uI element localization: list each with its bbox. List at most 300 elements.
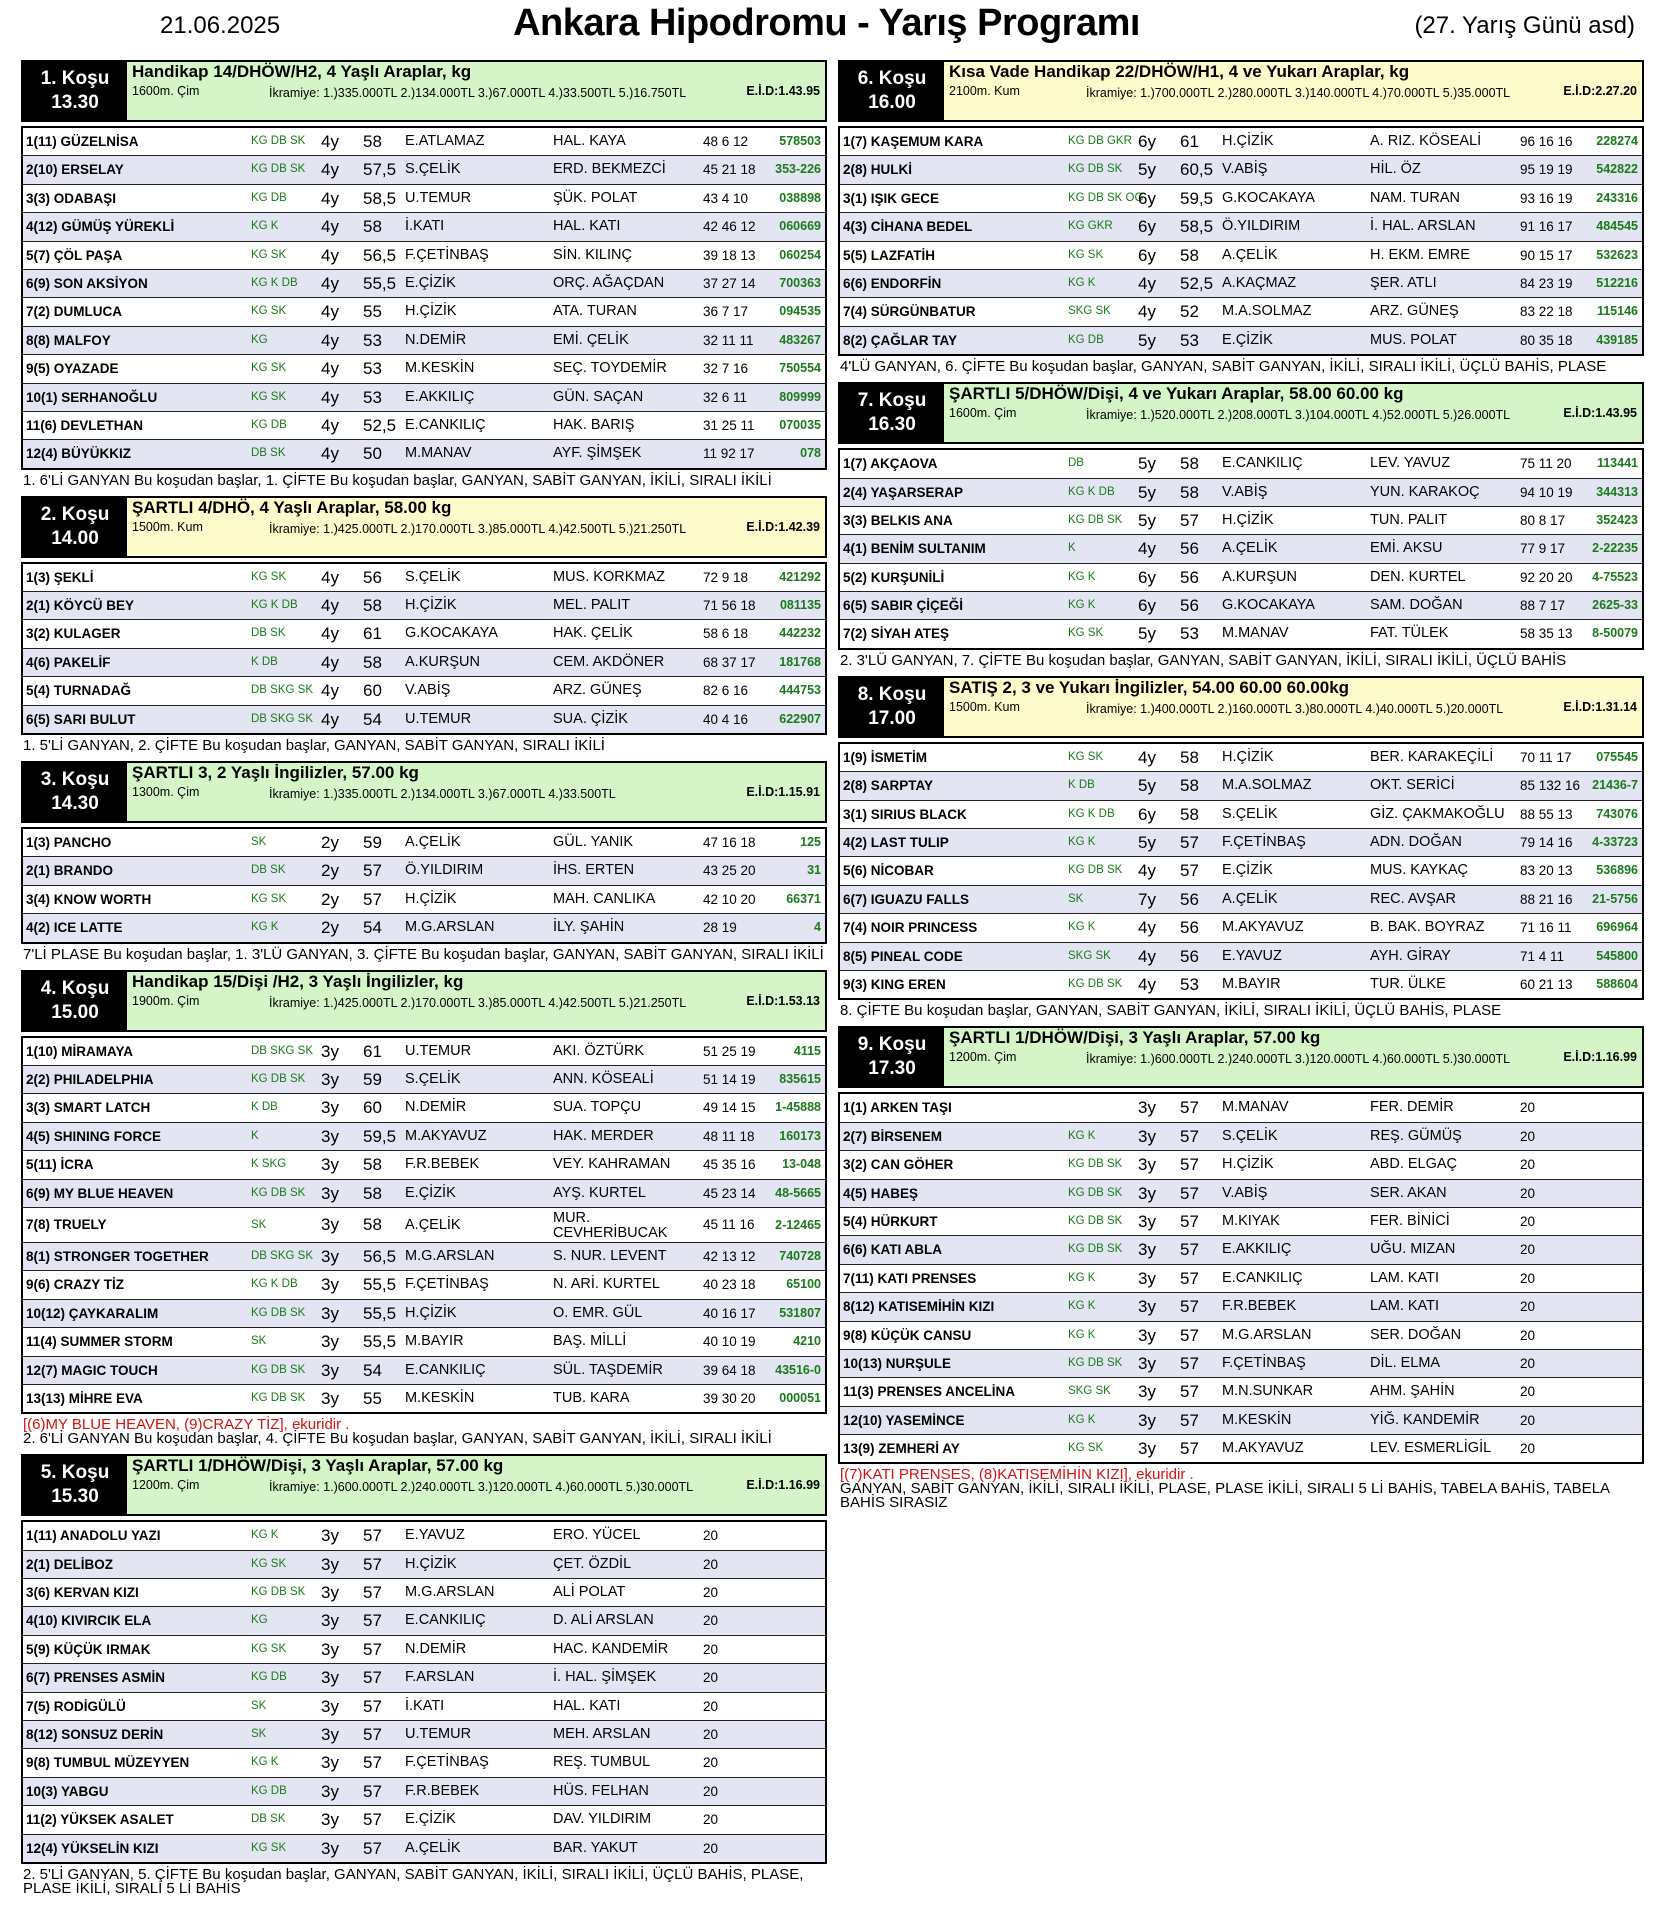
horse-trainer: AYF. ŞİMŞEK <box>553 445 642 462</box>
horse-jockey: M.AKYAVUZ <box>1222 1440 1304 1457</box>
horse-weight: 57 <box>363 1838 382 1858</box>
race-notes <box>21 944 827 962</box>
horse-age: 6y <box>1138 245 1156 265</box>
horse-name: 8(8) MALFOY <box>26 332 111 348</box>
horse-handicap: 353-226 <box>775 162 821 177</box>
horse-trainer: ADN. DOĞAN <box>1370 834 1462 851</box>
horse-stats: 40 16 17 <box>703 1305 756 1321</box>
horse-age: 4y <box>1138 861 1156 881</box>
race-prize: İkramiye: 1.)600.000TL 2.)240.000TL 3.)120.000TL 4.)60.000TL 5.)30.000TL <box>1086 1052 1511 1067</box>
race-distance: 1200m. Çim <box>132 1478 200 1493</box>
horse-name: 3(2) KULAGER <box>26 626 121 642</box>
race-bet-note: 1. 6'Lİ GANYAN Bu koşudan başlar, 1. ÇİFTE Bu koşudan başlar, GANYAN, SABİT GANYAN, İKİLİ, SIRALI İKİLİ <box>23 471 772 489</box>
horse-name: 13(13) MİHRE EVA <box>26 1390 143 1406</box>
horse-handicap: 115146 <box>1596 304 1638 319</box>
horse-age: 5y <box>1138 624 1156 644</box>
horse-table <box>838 1092 1644 1464</box>
horse-trainer: İLY. ŞAHİN <box>553 919 625 936</box>
horse-stats: 20 <box>1520 1242 1536 1258</box>
horse-weight: 57 <box>1180 1297 1199 1317</box>
horse-trainer: HAL. KAYA <box>553 133 626 149</box>
horse-stats: 20 <box>703 1698 719 1714</box>
horse-name: 2(10) ERSELAY <box>26 162 124 178</box>
race-bet-note: 2. 3'LÜ GANYAN, 7. ÇİFTE Bu koşudan başlar, GANYAN, SABİT GANYAN, İKİLİ, SIRALI İKİLİ, ÜÇLÜ BAHİS <box>840 651 1567 669</box>
horse-name: 1(11) ANADOLU YAZI <box>26 1528 161 1544</box>
horse-name: 12(4) YÜKSELİN KIZI <box>26 1840 159 1856</box>
horse-trainer: REŞ. GÜMÜŞ <box>1370 1127 1462 1144</box>
race-name: ŞARTLI 3, 2 Yaşlı İngilizler, 57.00 kg <box>132 763 419 783</box>
horse-age: 3y <box>1138 1268 1156 1288</box>
horse-trainer: HAL. KATI <box>553 218 621 235</box>
horse-equipment: KG SK <box>1068 750 1104 763</box>
horse-table <box>21 1520 827 1864</box>
race-header <box>21 970 827 1032</box>
horse-handicap: 439185 <box>1596 332 1638 347</box>
horse-trainer: HÜS. FELHAN <box>553 1782 649 1799</box>
page-title: Ankara Hipodromu - Yarış Programı <box>513 2 1140 44</box>
horse-weight: 58 <box>363 596 382 616</box>
horse-name: 1(1) ARKEN TAŞI <box>843 1100 952 1116</box>
horse-name: 6(6) KATI ABLA <box>843 1242 942 1258</box>
race-info <box>127 498 825 556</box>
horse-weight: 58 <box>363 652 382 672</box>
horse-age: 4y <box>1138 302 1156 322</box>
horse-row <box>23 856 825 884</box>
horse-name: 4(3) CİHANA BEDEL <box>843 219 973 235</box>
horse-name: 9(5) OYAZADE <box>26 361 119 377</box>
horse-name: 8(1) STRONGER TOGETHER <box>26 1248 209 1264</box>
horse-name: 7(2) DUMLUCA <box>26 304 122 320</box>
horse-trainer: MAH. CANLIKA <box>553 890 656 907</box>
horse-jockey: M.AKYAVUZ <box>405 1127 487 1144</box>
horse-name: 1(11) GÜZELNİSA <box>26 134 139 149</box>
horse-equipment: K <box>251 1129 259 1142</box>
horse-weight: 56 <box>1180 889 1199 909</box>
horse-row <box>23 326 825 354</box>
horse-equipment: K <box>1068 542 1076 555</box>
horse-name: 1(9) İSMETİM <box>843 749 928 765</box>
horse-age: 3y <box>321 1360 339 1380</box>
horse-age: 2y <box>321 861 339 881</box>
horse-age: 3y <box>321 1214 339 1234</box>
horse-weight: 53 <box>1180 330 1199 350</box>
horse-trainer: CEM. AKDÖNER <box>553 653 665 670</box>
horse-row <box>23 1150 825 1178</box>
horse-name: 12(7) MAGIC TOUCH <box>26 1362 158 1378</box>
horse-stats: 71 16 11 <box>1520 920 1572 936</box>
horse-age: 3y <box>321 1388 339 1408</box>
horse-weight: 59,5 <box>1180 188 1214 208</box>
program-date: 21.06.2025 <box>160 12 281 39</box>
horse-handicap: 542822 <box>1596 162 1638 177</box>
horse-stats: 37 27 14 <box>703 275 756 291</box>
horse-row <box>23 1065 825 1093</box>
right-column <box>838 60 1644 1518</box>
horse-name: 5(9) KÜÇÜK IRMAK <box>26 1641 151 1657</box>
horse-age: 5y <box>1138 482 1156 502</box>
horse-trainer: MUS. KAYKAÇ <box>1370 862 1469 879</box>
horse-row <box>840 563 1642 591</box>
race-info <box>127 1456 825 1514</box>
horse-handicap: 750554 <box>779 361 821 376</box>
horse-name: 12(10) YASEMİNCE <box>843 1412 965 1428</box>
horse-weight: 52,5 <box>363 415 397 435</box>
horse-name: 3(1) IŞIK GECE <box>843 190 940 206</box>
race-label <box>840 384 944 442</box>
race-label <box>840 678 944 736</box>
horse-equipment: K DB <box>251 1101 278 1114</box>
horse-row <box>23 1207 825 1242</box>
horse-table <box>838 448 1644 650</box>
horse-row <box>840 1349 1642 1377</box>
horse-age: 4y <box>1138 747 1156 767</box>
horse-age: 4y <box>321 160 339 180</box>
horse-name: 5(6) NİCOBAR <box>843 863 934 879</box>
horse-weight: 58 <box>363 217 382 237</box>
horse-handicap: 4-33723 <box>1592 835 1638 850</box>
race-bet-note: 4'LÜ GANYAN, 6. ÇİFTE Bu koşudan başlar, GANYAN, SABİT GANYAN, İKİLİ, SIRALI İKİLİ, ÜÇLÜ BAHİS, PLASE <box>840 358 1607 376</box>
race-label <box>23 498 127 556</box>
horse-age: 5y <box>1138 330 1156 350</box>
horse-name: 5(4) TURNADAĞ <box>26 683 132 699</box>
horse-equipment: KG DB SK <box>251 1306 306 1319</box>
horse-age: 3y <box>1138 1325 1156 1345</box>
horse-name: 2(1) BRANDO <box>26 863 114 879</box>
horse-age: 3y <box>1138 1126 1156 1146</box>
horse-stats: 93 16 19 <box>1520 190 1573 206</box>
horse-stats: 40 23 18 <box>703 1277 756 1293</box>
horse-trainer: DİL. ELMA <box>1370 1354 1441 1371</box>
horse-name: 2(1) DELİBOZ <box>26 1556 114 1572</box>
horse-jockey: F.ÇETİNBAŞ <box>405 1754 489 1771</box>
horse-weight: 58,5 <box>363 188 397 208</box>
horse-name: 13(9) ZEMHERİ AY <box>843 1441 960 1457</box>
horse-equipment: DB SKG SK <box>251 1249 313 1262</box>
horse-stats: 45 23 14 <box>703 1185 756 1201</box>
horse-jockey: U.TEMUR <box>405 1726 472 1743</box>
horse-weight: 58 <box>363 1155 382 1175</box>
horse-jockey: A.ÇELİK <box>405 834 461 851</box>
horse-age: 4y <box>321 359 339 379</box>
horse-trainer: AYH. GİRAY <box>1370 947 1451 964</box>
race-card <box>838 60 1644 374</box>
race-bet-note: 2. 6'Lİ GANYAN Bu koşudan başlar, 4. ÇİFTE Bu koşudan başlar, GANYAN, SABİT GANYAN, İKİLİ, SIRALI İKİLİ <box>23 1430 772 1448</box>
horse-trainer: HAL. KATI <box>553 1697 621 1714</box>
horse-trainer: ANN. KÖSEALİ <box>553 1070 654 1087</box>
horse-age: 4y <box>321 302 339 322</box>
horse-handicap: 48-5665 <box>775 1185 821 1200</box>
horse-row <box>840 1207 1642 1235</box>
horse-name: 12(4) BÜYÜKKIZ <box>26 446 132 462</box>
horse-equipment: DB SK <box>251 627 286 640</box>
horse-handicap: 545800 <box>1596 948 1638 963</box>
horse-weight: 53 <box>363 387 382 407</box>
horse-stats: 32 7 16 <box>703 361 749 377</box>
race-notes <box>21 1864 827 1896</box>
horse-row <box>840 326 1642 354</box>
horse-trainer: HİL. ÖZ <box>1370 161 1421 178</box>
horse-stats: 77 9 17 <box>1520 541 1566 557</box>
horse-weight: 57 <box>363 1696 382 1716</box>
horse-row <box>23 1270 825 1298</box>
horse-name: 7(4) SÜRGÜNBATUR <box>843 304 976 320</box>
horse-jockey: M.MANAV <box>1222 625 1289 642</box>
horse-name: 1(7) AKÇAOVA <box>843 456 938 472</box>
race-record: E.İ.D:2.27.20 <box>1563 84 1637 98</box>
horse-name: 2(4) YAŞARSERAP <box>843 484 964 500</box>
horse-row <box>23 184 825 212</box>
horse-trainer: GÜL. YANIK <box>553 834 634 851</box>
horse-handicap: 835615 <box>779 1071 821 1086</box>
horse-weight: 58,5 <box>1180 217 1214 237</box>
race-header <box>21 1454 827 1516</box>
horse-name: 9(8) TUMBUL MÜZEYYEN <box>26 1755 190 1771</box>
race-card <box>21 970 827 1447</box>
horse-name: 6(7) PRENSES ASMİN <box>26 1670 166 1686</box>
race-name: Handikap 14/DHÖW/H2, 4 Yaşlı Araplar, kg <box>132 62 472 81</box>
horse-jockey: S.ÇELİK <box>1222 805 1278 822</box>
horse-stats: 20 <box>1520 1270 1536 1286</box>
horse-handicap: 700363 <box>779 275 821 290</box>
horse-equipment: KG DB SK <box>1068 163 1123 176</box>
horse-equipment: KG DB GKR <box>1068 135 1132 147</box>
horse-row <box>23 126 825 155</box>
horse-row <box>23 1720 825 1748</box>
horse-name: 3(1) SIRIUS BLACK <box>843 806 967 822</box>
horse-jockey: A.ÇELİK <box>405 1839 461 1856</box>
horse-weight: 60 <box>363 681 382 701</box>
horse-jockey: M.A.SOLMAZ <box>1222 777 1312 794</box>
horse-weight: 57 <box>1180 1410 1199 1430</box>
horse-age: 6y <box>1138 132 1156 151</box>
horse-weight: 55,5 <box>363 1303 397 1323</box>
horse-jockey: F.ÇETİNBAŞ <box>405 1276 489 1293</box>
horse-stats: 45 21 18 <box>703 162 756 178</box>
horse-stats: 20 <box>1520 1355 1536 1371</box>
race-card <box>21 1454 827 1896</box>
horse-jockey: A.ÇELİK <box>1222 246 1278 263</box>
horse-row <box>840 1434 1642 1462</box>
horse-jockey: M.MANAV <box>1222 1099 1289 1116</box>
horse-jockey: A.ÇELİK <box>1222 540 1278 557</box>
horse-stats: 71 4 11 <box>1520 948 1565 964</box>
race-notes <box>838 356 1644 374</box>
horse-jockey: S.ÇELİK <box>405 1070 461 1087</box>
horse-age: 3y <box>321 1753 339 1773</box>
horse-row <box>23 885 825 913</box>
race-card <box>21 761 827 962</box>
horse-age: 3y <box>1138 1439 1156 1459</box>
race-notes <box>838 1000 1644 1018</box>
horse-age: 6y <box>1138 217 1156 237</box>
horse-age: 3y <box>321 1838 339 1858</box>
horse-name: 4(2) ICE LATTE <box>26 920 123 936</box>
horse-name: 5(2) KURŞUNİLİ <box>843 569 945 585</box>
horse-handicap: 2-12465 <box>775 1217 821 1232</box>
horse-trainer: SER. AKAN <box>1370 1184 1447 1201</box>
horse-age: 4y <box>1138 946 1156 966</box>
horse-row <box>840 184 1642 212</box>
race-record: E.İ.D:1.43.95 <box>1563 406 1637 421</box>
horse-trainer: MEL. PALIT <box>553 597 631 614</box>
horse-name: 9(8) KÜÇÜK CANSU <box>843 1327 972 1343</box>
horse-row <box>840 828 1642 856</box>
race-label <box>840 62 944 120</box>
horse-equipment: SK <box>251 1335 267 1348</box>
horse-row <box>23 1179 825 1207</box>
horse-age: 6y <box>1138 188 1156 208</box>
horse-age: 6y <box>1138 567 1156 587</box>
horse-stats: 70 11 17 <box>1520 749 1572 765</box>
horse-weight: 50 <box>363 444 382 464</box>
horse-row <box>840 1122 1642 1150</box>
horse-row <box>23 1748 825 1776</box>
horse-jockey: M.KESKİN <box>405 1389 475 1406</box>
horse-equipment: KG SK <box>1068 627 1104 640</box>
horse-stats: 20 <box>1520 1412 1536 1428</box>
race-bet-note: 7'Lİ PLASE Bu koşudan başlar, 1. 3'LÜ GANYAN, 3. ÇİFTE Bu koşudan başlar, GANYAN, SABİT GANYAN, SIRALI İKİLİ <box>23 945 824 963</box>
horse-equipment: DB SK <box>251 447 286 460</box>
race-label <box>23 1456 127 1514</box>
race-time: 13.30 <box>51 92 99 113</box>
horse-row <box>840 591 1642 619</box>
horse-equipment: KG K <box>251 220 279 233</box>
horse-jockey: S.ÇELİK <box>405 568 461 585</box>
horse-equipment: KG <box>251 333 268 346</box>
horse-trainer: LEV. YAVUZ <box>1370 455 1451 472</box>
race-distance: 1900m. Çim <box>132 993 200 1008</box>
horse-jockey: M.N.SUNKAR <box>1222 1383 1314 1400</box>
horse-trainer: ALİ POLAT <box>553 1584 626 1601</box>
horse-handicap: 070035 <box>779 417 821 432</box>
horse-age: 4y <box>1138 974 1156 994</box>
horse-jockey: E.CANKILIÇ <box>405 1612 486 1629</box>
horse-age: 6y <box>1138 596 1156 616</box>
horse-equipment: KG DB <box>251 1784 287 1797</box>
horse-name: 1(3) ŞEKLİ <box>26 569 94 585</box>
horse-handicap: 1-45888 <box>775 1100 821 1115</box>
horse-weight: 59 <box>363 1069 382 1089</box>
horse-trainer: DAV. YILDIRIM <box>553 1811 652 1828</box>
horse-trainer: REŞ. TUMBUL <box>553 1754 651 1771</box>
horse-handicap: 228274 <box>1596 134 1638 148</box>
horse-equipment: KG SK <box>251 390 287 403</box>
horse-row <box>23 1635 825 1663</box>
horse-trainer: ERO. YÜCEL <box>553 1527 641 1544</box>
horse-row <box>23 1036 825 1065</box>
horse-age: 3y <box>321 1725 339 1745</box>
race-label <box>840 1028 944 1086</box>
race-time: 17.00 <box>868 707 916 729</box>
horse-jockey: V.ABİŞ <box>1222 483 1268 500</box>
horse-trainer: BAŞ. MİLLİ <box>553 1333 627 1350</box>
horse-stats: 20 <box>703 1812 719 1828</box>
horse-weight: 54 <box>363 709 382 729</box>
horse-equipment: SK <box>251 1218 267 1231</box>
horse-name: 3(4) KNOW WORTH <box>26 891 152 907</box>
horse-weight: 57 <box>363 1725 382 1745</box>
horse-stats: 20 <box>1520 1327 1536 1343</box>
horse-equipment: DB SK <box>251 1813 286 1826</box>
horse-stats: 20 <box>1520 1185 1536 1201</box>
race-name: Handikap 15/Dişi /H2, 3 Yaşlı İngilizler, kg <box>132 971 464 991</box>
horse-handicap: 2-22235 <box>1592 541 1638 556</box>
horse-handicap: 442232 <box>779 626 821 641</box>
horse-age: 3y <box>321 1583 339 1603</box>
horse-trainer: İ. HAL. ARSLAN <box>1370 218 1476 235</box>
horse-weight: 61 <box>363 624 382 644</box>
horse-name: 4(5) HABEŞ <box>843 1185 919 1201</box>
horse-equipment: KG SK <box>251 1557 287 1570</box>
horse-age: 4y <box>321 273 339 293</box>
horse-weight: 57 <box>363 1810 382 1830</box>
horse-trainer: SEÇ. TOYDEMİR <box>553 360 667 377</box>
horse-trainer: LAM. KATI <box>1370 1298 1440 1315</box>
horse-weight: 59,5 <box>363 1126 397 1146</box>
horse-trainer: FER. BİNİCİ <box>1370 1212 1450 1229</box>
horse-weight: 56 <box>1180 596 1199 616</box>
horse-equipment: DB SKG SK <box>251 684 313 697</box>
race-name: ŞARTLI 4/DHÖ, 4 Yaşlı Araplar, 58.00 kg <box>132 497 452 517</box>
horse-table <box>838 742 1644 1001</box>
horse-jockey: E.AKKILIÇ <box>405 388 475 405</box>
horse-weight: 60,5 <box>1180 160 1214 180</box>
horse-equipment: KG DB SK <box>251 1586 306 1599</box>
horse-trainer: ERD. BEKMEZCİ <box>553 161 666 178</box>
horse-age: 4y <box>321 567 339 587</box>
horse-trainer: A. RIZ. KÖSEALİ <box>1370 133 1482 149</box>
horse-handicap: 532623 <box>1596 247 1638 262</box>
horse-name: 4(2) LAST TULIP <box>843 835 949 851</box>
horse-row <box>23 676 825 704</box>
horse-handicap: 444753 <box>779 683 821 698</box>
horse-stats: 79 14 16 <box>1520 835 1573 851</box>
horse-equipment: KG DB <box>251 191 287 204</box>
horse-equipment: KG SK <box>251 1642 287 1655</box>
horse-stats: 20 <box>1520 1299 1536 1315</box>
horse-weight: 57 <box>363 1526 382 1546</box>
horse-jockey: V.ABİŞ <box>405 682 451 699</box>
horse-weight: 56 <box>363 567 382 587</box>
race-distance: 1500m. Kum <box>949 699 1020 714</box>
race-notes <box>21 735 827 753</box>
horse-handicap: 622907 <box>779 711 821 726</box>
horse-name: 5(4) HÜRKURT <box>843 1213 938 1229</box>
horse-age: 4y <box>321 681 339 701</box>
horse-name: 4(6) PAKELİF <box>26 654 111 670</box>
horse-handicap: 21436-7 <box>1592 778 1638 793</box>
race-prize: İkramiye: 1.)425.000TL 2.)170.000TL 3.)85.000TL 4.)42.500TL 5.)21.250TL <box>269 995 687 1010</box>
horse-stats: 39 30 20 <box>703 1390 756 1406</box>
race-record: E.İ.D:1.42.39 <box>746 519 820 534</box>
horse-equipment: KG DB SK OG <box>1068 191 1144 204</box>
horse-stats: 88 7 17 <box>1520 598 1566 614</box>
horse-stats: 39 64 18 <box>703 1362 756 1378</box>
horse-name: 7(11) KATI PRENSES <box>843 1270 977 1286</box>
horse-weight: 55,5 <box>363 273 397 293</box>
horse-weight: 59 <box>363 833 382 853</box>
horse-equipment: KG DB <box>251 418 287 431</box>
race-time: 17.30 <box>868 1058 916 1080</box>
horse-equipment: KG DB SK <box>1068 977 1123 990</box>
race-label <box>23 62 127 120</box>
horse-row <box>840 970 1642 998</box>
horse-age: 2y <box>321 889 339 909</box>
horse-stats: 20 <box>1520 1441 1536 1457</box>
horse-trainer: SUA. ÇİZİK <box>553 710 628 727</box>
horse-row <box>840 1150 1642 1178</box>
horse-stats: 88 55 13 <box>1520 806 1573 822</box>
